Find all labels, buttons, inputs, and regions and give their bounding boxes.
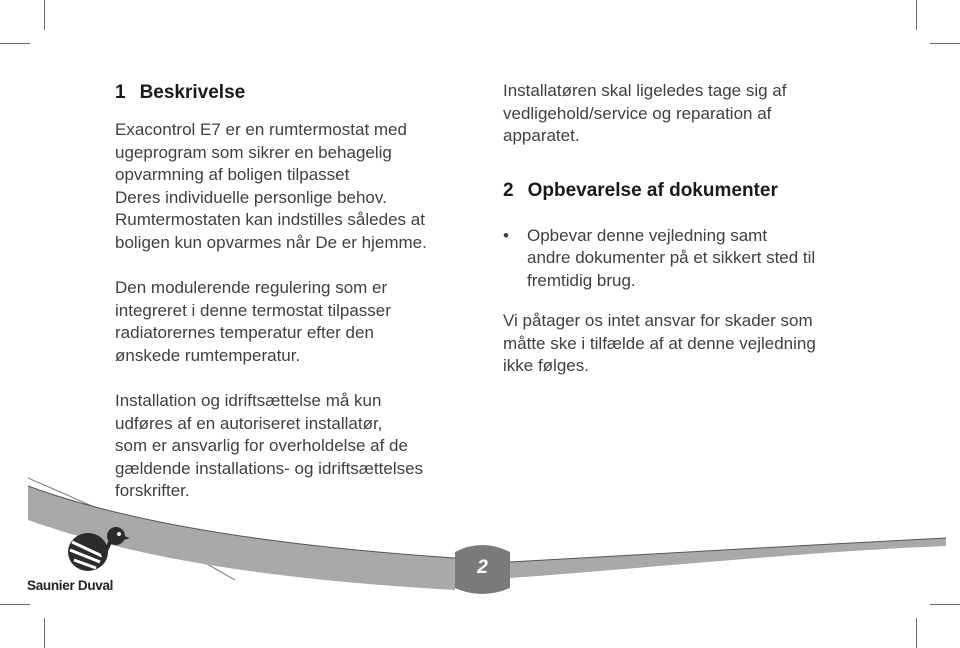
paragraph-installation: Installation og idriftsættelse må kun udføres af en autoriseret installatør, som er ansvarlig for overholdelse af de gældende installations- og idriftsættelses forskrifter. (115, 391, 424, 500)
paragraph-disclaimer: Vi påtager os intet ansvar for skader som måtte ske i tilfælde af at denne vejledning ikke følges. (503, 311, 816, 375)
section-1-title: Beskrivelse (139, 82, 246, 103)
section-2-title: Opbevarelse af dokumenter (527, 179, 778, 201)
page-number: 2 (477, 557, 488, 578)
bird-logo-icon (62, 522, 132, 576)
bullet-symbol: • (503, 225, 509, 245)
paragraph-installer-maintenance: Installatøren skal ligeledes tage sig af vedligehold/service og reparation af apparatet. (503, 81, 787, 145)
section-1-number: 1 (115, 82, 126, 103)
paragraph-modulating-regulation: Den modulerende regulering som er integreret i denne termostat tilpasser radiatorernes temperatur efter den ønskede rumtemperatur. (115, 278, 391, 365)
paragraph-description: Exacontrol E7 er en rumtermostat med ugeprogram som sikrer en behagelig opvarmning af boligen tilpasset Deres individuelle personlige behov. Rumtermostaten kan indstilles således at boligen kun opvarmes når De er hjemme. (115, 120, 427, 252)
bullet-text: Opbevar denne vejledning samt andre dokumenter på et sikkert sted til fremtidig brug. (527, 225, 816, 290)
section-2-number: 2 (503, 179, 514, 201)
brand-name: Saunier Duval (27, 578, 114, 593)
